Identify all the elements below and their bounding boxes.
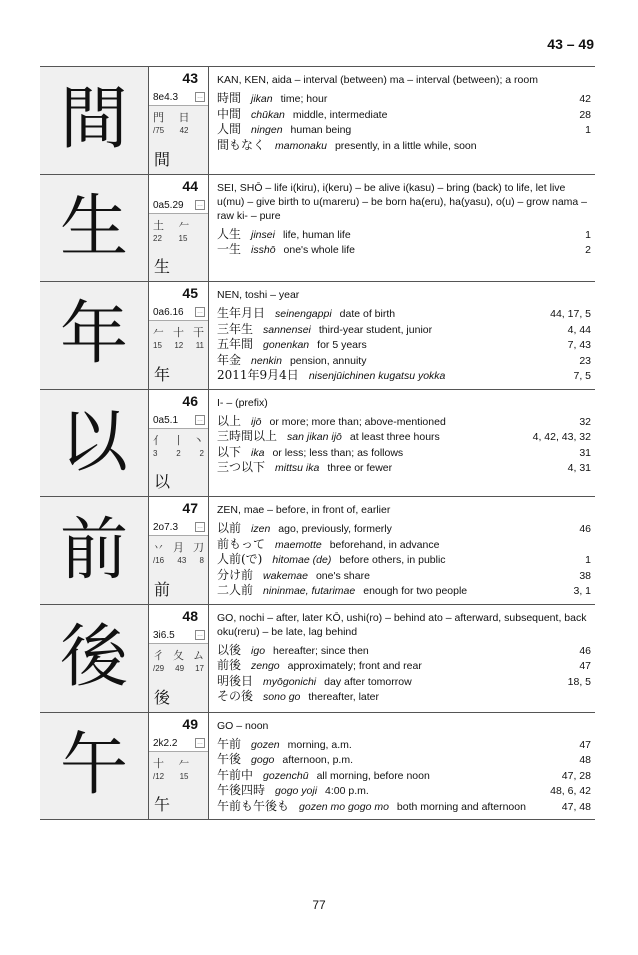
compound-row [217,91,591,107]
compound-row [217,674,591,690]
compound-row [217,306,591,322]
compound-reading: seinengappi [275,308,332,321]
compound-row [217,583,591,599]
lookup-code-icon: … [197,94,203,100]
lookup-code [149,196,208,214]
compound-reading: nininmae, futarimae [263,585,356,598]
compound-row [217,752,591,768]
compound-ref: 23 [579,354,591,367]
kanji-large: 年 [59,295,128,375]
kanji-large: 後 [59,618,128,698]
compound-ref: 46 [579,523,591,536]
index-details [149,88,208,174]
compound-reading: sono go [263,691,301,704]
compound-meaning: life, human life [282,228,351,241]
compound-meaning: three or fewer [327,462,393,475]
compound-meaning: human being [290,124,352,136]
stroke-order-cell [40,67,149,174]
radical-number: /75 [153,126,165,135]
radical: 月 [173,541,184,555]
compound-kanji: 2011年9月4日 [217,368,299,383]
compound-reading: igo [251,644,266,657]
entry-number: 46 [149,390,208,411]
compound-kanji: 人間 [217,122,242,136]
radical-number: 15 [179,771,189,781]
compound-ref: 7, 5 [573,370,591,383]
page-range: 43 – 49 [547,36,594,52]
compound-reading: sannensei [263,323,311,336]
compound-reading: jinsei [251,228,275,241]
compound-ref: 47, 48 [561,800,591,813]
index-cell [149,713,209,820]
compound-meaning: or less; less than; as follows [272,446,404,459]
radical-number: 43 [177,556,187,566]
compound-row [217,537,591,553]
stroke-order-cell [40,605,149,712]
entry-text [209,67,595,174]
compound-kanji: 明後日 [217,673,254,688]
compound-kanji: 午後四時 [217,783,266,798]
stroke-order-cell [40,713,149,820]
lookup-code-text: 0a5.1 [153,414,179,426]
lookup-code-icon: … [197,739,203,746]
radical-number: 2 [176,448,181,458]
compound-kanji: 中間 [217,106,242,121]
index-details [149,196,208,282]
entry-number: 48 [149,605,208,626]
radical-numbers [149,448,208,459]
compound-reading: ijō [251,415,262,428]
entry-text [209,713,595,820]
radical-numbers [149,555,208,566]
compound-meaning: beforehand, in advance [329,538,440,551]
lookup-code-text: 0a5.29 [153,199,184,211]
lookup-code-icon: … [197,631,203,638]
compound-meaning: for 5 years [317,339,367,352]
compound-meaning: one's whole life [283,244,355,257]
compound-kanji: 以下 [217,444,242,459]
compound-kanji: 午前 [217,736,242,751]
compound-reading: nisenjūichinen kugatsu yokka [308,370,446,383]
compound-meaning: 4:00 p.m. [325,785,369,798]
radical: 門 [153,111,164,124]
index-cell [149,67,209,174]
compound-meaning: hereafter; since then [273,644,369,657]
lookup-code-text: 0a6.16 [153,307,184,319]
compound-reading: mittsu ika [275,462,320,475]
kanji-entry [40,67,595,175]
compound-kanji: 前後 [217,658,242,673]
compound-kanji: 三つ以下 [217,460,266,475]
kanji-entry [40,390,595,498]
compound-ref: 48 [579,754,591,767]
compound-ref: 48, 6, 42 [550,785,591,798]
compound-row [217,138,591,154]
readings-heading: GO – noon [217,719,269,732]
radical: 十 [153,756,164,770]
readings-heading: ZEN, mae – before, in front of, earlier [217,504,391,517]
compound-row [217,337,591,353]
radical-row [149,214,208,233]
compound-kanji: 午前も午後も [217,798,290,813]
index-cell [149,282,209,389]
compound-meaning: enough for two people [363,585,468,598]
radical-numbers [149,233,208,244]
compound-meaning: day after tomorrow [324,675,412,688]
compound-meaning: approximately; front and rear [287,660,422,673]
compound-row [217,368,591,384]
kanji-small: 間 [154,149,171,169]
compound-reading: myōgonichi [263,675,317,688]
compound-row [217,689,591,705]
compound-reading: mamonaku [275,139,327,152]
radical-number: 11 [195,341,204,351]
radical-number: 12 [174,341,184,351]
compound-row [217,521,591,537]
compound-reading: gozen mo gogo mo [299,800,389,813]
compound-row [217,783,591,799]
compound-kanji: 三年生 [217,321,254,336]
entry-text [209,282,595,389]
kanji-small: 年 [154,364,171,384]
compound-ref: 18, 5 [567,675,591,688]
compound-row [217,737,591,753]
compound-kanji: 人生 [217,226,242,241]
compound-kanji: 午前中 [217,767,254,782]
compound-ref: 4, 42, 43, 32 [532,431,591,444]
kanji-large: 生 [59,187,128,267]
compound-kanji: 年金 [217,352,242,367]
compound-kanji: 二人前 [217,583,254,598]
index-details [149,626,208,712]
compound-ref: 7, 43 [567,339,591,352]
compound-ref: 1 [585,554,591,567]
kanji-large: 午 [59,725,128,805]
radical-number: 2 [199,448,204,458]
compound-kanji: 分け前 [217,567,254,582]
index-details [149,303,208,389]
entry-number: 45 [149,282,208,303]
compound-kanji: 以前 [217,521,242,536]
compound-kanji: 午後 [217,752,242,767]
radical: 𠂉 [178,756,190,770]
kanji-small: 以 [154,472,171,492]
lookup-code-icon: … [197,524,203,531]
compound-meaning: both morning and afternoon [396,800,526,813]
radical: 土 [153,218,164,232]
radical-numbers [149,340,208,351]
lookup-code-text: 2o7.3 [153,522,179,534]
compound-ref: 4, 44 [567,323,591,336]
radical-number: 3 [153,448,158,458]
kanji-small: 前 [154,579,171,599]
compound-kanji: 五年間 [217,337,254,352]
radical-row [149,536,208,555]
radical: 夂 [173,648,184,662]
radical: 亻 [153,433,164,447]
compound-reading: san jikan ijō [287,431,342,444]
compound-row [217,768,591,784]
entry-number: 44 [149,175,208,196]
compound-row [217,227,591,243]
compound-row [217,322,591,338]
lookup-code [149,626,208,644]
compound-ref: 28 [579,108,591,121]
compound-reading: gozen [251,738,280,751]
radical: 十 [173,326,184,340]
compound-ref: 1 [585,124,591,136]
lookup-code [149,411,208,429]
compound-row [217,445,591,461]
compound-kanji: 三時間以上 [217,429,278,444]
radical-row [149,106,208,125]
compound-kanji: 前もって [217,536,266,551]
compound-kanji: 人前(で) [217,552,263,567]
lookup-code-icon: … [197,309,203,316]
compound-reading: zengo [251,660,280,673]
compound-reading: chūkan [251,108,285,121]
compound-reading: jikan [251,93,273,105]
lookup-code [149,734,208,752]
radical-number: 15 [153,341,162,351]
radical-number: /29 [153,663,165,673]
lookup-code-icon: … [197,201,203,208]
lookup-code [149,518,208,536]
entry-number: 43 [149,67,208,88]
compound-row [217,799,591,815]
stroke-order-cell [40,175,149,282]
index-cell [149,175,209,282]
radical-number: 8 [199,556,204,566]
compound-row [217,552,591,568]
radical-number: 15 [178,233,188,243]
compound-reading: ningen [251,124,283,136]
radical-row [149,321,208,340]
lookup-code [149,88,208,106]
radical-row [149,429,208,448]
kanji-entry [40,175,595,283]
kanji-small: 生 [154,257,171,277]
compound-meaning: ago, previously, formerly [278,523,392,536]
compound-meaning: time; hour [280,93,328,105]
compound-row [217,429,591,445]
compound-reading: gozenchū [263,769,309,782]
compound-row [217,643,591,659]
readings-heading: GO, nochi – after, later KŌ, ushi(ro) – behind ato – afterward, subsequent, back oku(reru) – be late, lag behind [217,611,587,638]
compound-ref: 32 [579,415,591,428]
lookup-code-text: 8e4.3 [153,92,179,103]
radical: 丨 [173,433,184,447]
compound-meaning: pension, annuity [289,354,367,367]
readings-heading: I- – (prefix) [217,396,268,409]
stroke-order-cell [40,497,149,604]
entry-number: 47 [149,497,208,518]
kanji-small: 午 [154,795,171,815]
radical: 干 [193,326,204,340]
compound-meaning: afternoon, p.m. [282,754,353,767]
compound-kanji: 生年月日 [217,306,266,321]
compound-kanji: 時間 [217,91,242,105]
kanji-entry [40,605,595,713]
compound-meaning: date of birth [339,308,396,321]
compound-reading: hitomae (de) [272,554,332,567]
compound-reading: wakemae [263,569,308,582]
index-details [149,411,208,497]
compound-reading: isshō [251,244,276,257]
radical-number: 42 [179,126,189,135]
radical-number: 49 [175,663,185,673]
compound-ref: 42 [579,93,591,105]
compound-meaning: presently, in a little while, soon [334,139,477,152]
radical: ム [193,648,204,662]
index-details [149,518,208,604]
entry-text [209,605,595,712]
readings-heading: KAN, KEN, aida – interval (between) ma – interval (between); a room [217,74,538,86]
compound-row [217,568,591,584]
radical-number: 22 [153,233,162,243]
compound-reading: nenkin [251,354,282,367]
radical-number: 17 [195,663,204,673]
compound-ref: 1 [585,228,591,241]
compound-ref: 4, 31 [567,462,591,475]
kanji-entry [40,713,595,821]
compound-ref: 31 [579,446,591,459]
lookup-code-text: 2k2.2 [153,737,178,749]
radical-number: /16 [153,556,165,566]
index-cell [149,497,209,604]
compound-ref: 47, 28 [561,769,591,782]
compound-ref: 44, 17, 5 [550,308,591,321]
compound-row [217,414,591,430]
compound-reading: izen [251,523,271,536]
compound-row [217,460,591,476]
compound-meaning: or more; more than; above-mentioned [269,415,446,428]
compound-reading: ika [251,446,265,459]
readings-heading: SEI, SHŌ – life i(kiru), i(keru) – be alive i(kasu) – bring (back) to life, let live u(mu) – give birth to u(mareru) – be born ha(eru), ha(yasu), o(u) – grow nama – raw ki- – pure [217,181,587,222]
compound-row [217,122,591,138]
compound-row [217,242,591,258]
compound-row [217,353,591,369]
compound-row [217,107,591,123]
kanji-large: 間 [59,80,128,160]
compound-meaning: at least three hours [349,431,440,444]
compound-reading: gonenkan [263,339,310,352]
stroke-order-cell [40,282,149,389]
compound-ref: 47 [579,660,591,673]
index-details [149,734,208,820]
radical-numbers [149,663,208,674]
compound-meaning: middle, intermediate [292,108,388,121]
entry-text [209,175,595,282]
stroke-order-cell [40,390,149,497]
index-cell [149,390,209,497]
readings-heading: NEN, toshi – year [217,289,300,302]
lookup-code-text: 3i6.5 [153,629,175,641]
compound-kanji: 間もなく [217,137,266,152]
radical: 彳 [153,648,164,662]
compound-kanji: その後 [217,689,254,704]
kanji-entry [40,282,595,390]
radical: 丷 [153,541,164,555]
compound-ref: 38 [579,569,591,582]
compound-ref: 3, 1 [573,585,591,598]
radical-row [149,644,208,663]
compound-meaning: all morning, before noon [316,769,430,782]
compound-ref: 2 [585,244,591,257]
entry-text [209,390,595,497]
kanji-small: 後 [154,687,171,707]
radical-numbers [149,125,208,136]
index-cell [149,605,209,712]
lookup-code [149,303,208,321]
kanji-entry [40,497,595,605]
compound-meaning: third-year student, junior [318,323,433,336]
radical-row [149,752,208,771]
entry-number: 49 [149,713,208,734]
compound-reading: maemotte [275,538,322,551]
radical: 日 [178,111,190,124]
compound-ref: 47 [579,738,591,751]
compound-reading: gogo [251,754,275,767]
radical: 刀 [193,541,204,555]
compound-ref: 46 [579,644,591,657]
kanji-large: 以 [59,403,128,483]
lookup-code-icon: … [197,416,203,423]
radical-number: /12 [153,771,165,781]
compound-meaning: one's share [315,569,370,582]
radical: 𠂉 [153,326,164,340]
compound-meaning: before others, in public [339,554,446,567]
compound-meaning: thereafter, later [308,691,380,704]
compound-kanji: 以上 [217,413,242,428]
kanji-large: 前 [59,510,128,590]
compound-reading: gogo yoji [275,785,318,798]
entry-text [209,497,595,604]
radical: 丶 [193,433,204,447]
compound-meaning: morning, a.m. [287,738,352,751]
radical-numbers [149,771,208,782]
kanji-table [40,66,595,820]
compound-kanji: 以後 [217,642,242,657]
page-number: 77 [312,898,326,912]
radical: 𠂉 [178,218,190,232]
compound-row [217,658,591,674]
compound-kanji: 一生 [217,242,242,257]
